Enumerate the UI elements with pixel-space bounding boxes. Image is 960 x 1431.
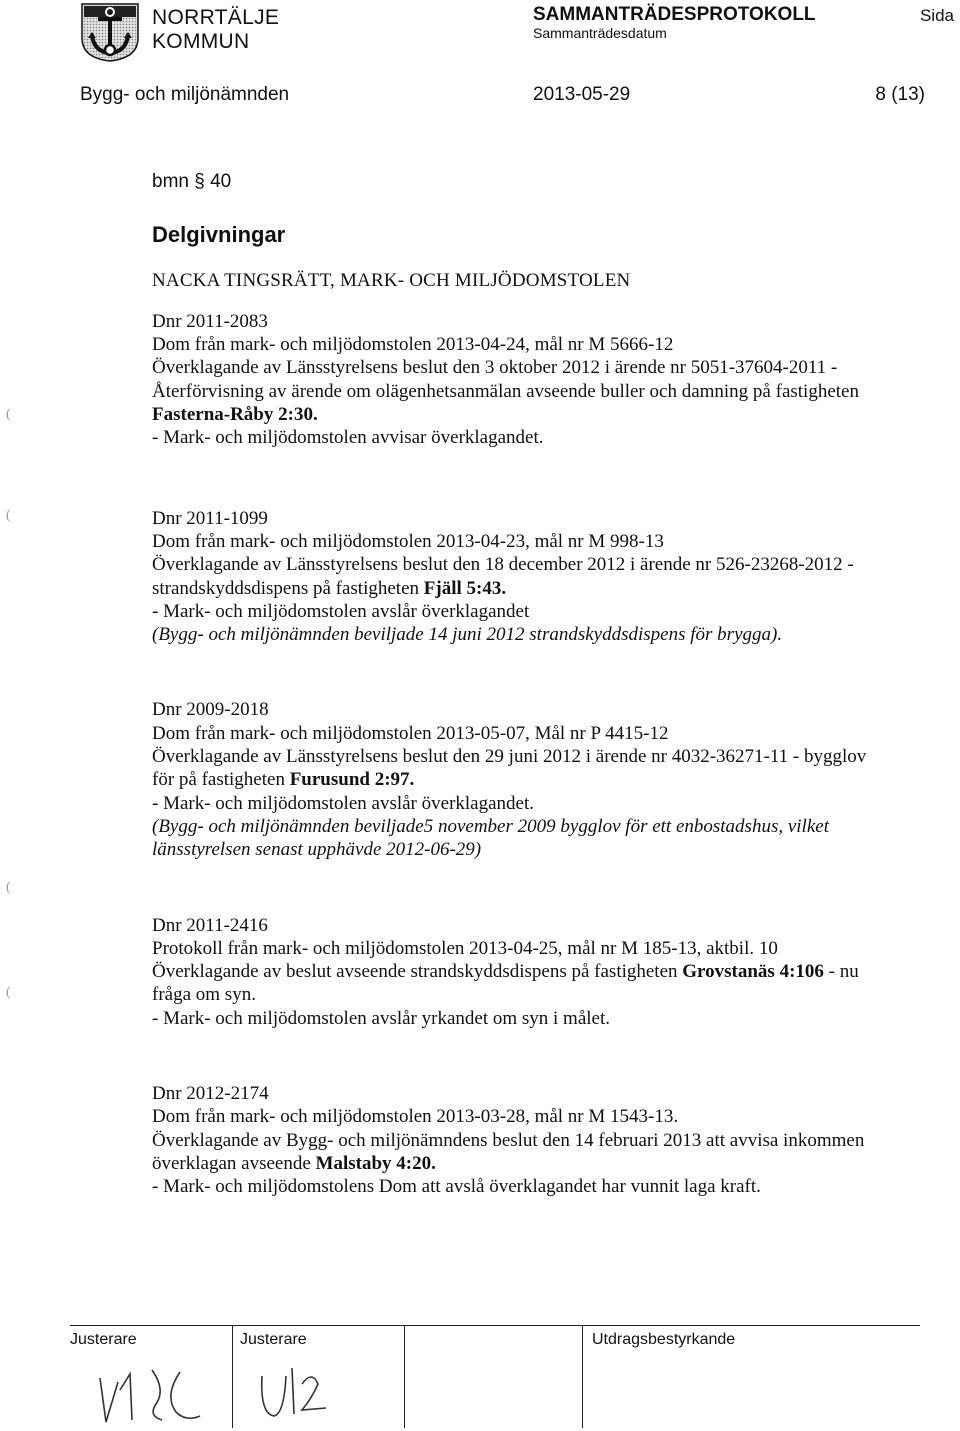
case-outcome: - Mark- och miljödomstolen avslår yrkandet om syn i målet. <box>152 1007 611 1029</box>
scan-margin-mark: ( <box>6 407 11 422</box>
signature-initials-2 <box>256 1362 336 1427</box>
signature-initials-1 <box>96 1360 216 1431</box>
case-decision: Dom från mark- och miljödomstolen 2013-04-24, mål nr M 5666-12 <box>152 334 674 356</box>
paragraph-reference: bmn § 40 <box>152 171 232 192</box>
case-property: Malstaby 4:20. <box>315 1152 436 1174</box>
case-entry <box>152 507 952 647</box>
municipality-logo-icon <box>80 2 140 62</box>
meeting-date: 2013-05-29 <box>533 84 631 105</box>
case-decision: Dom från mark- och miljödomstolen 2013-05-07, Mål nr P 4415-12 <box>152 722 669 744</box>
case-outcome: - Mark- och miljödomstolen avslår överklagandet <box>152 600 530 622</box>
protocol-subtitle: Sammanträdesdatum <box>533 25 667 41</box>
footer-divider <box>404 1325 405 1428</box>
footer-label-justerare-2: Justerare <box>240 1331 307 1348</box>
case-appeal: Överklagande av Länsstyrelsens beslut den 3 oktober 2012 i ärende nr 5051-37604-2011 - <box>152 357 838 379</box>
page-number: 8 (13) <box>875 84 925 105</box>
case-dnr: Dnr 2012-2174 <box>152 1083 269 1105</box>
scan-margin-mark: ( <box>6 880 11 895</box>
case-note: (Bygg- och miljönämnden beviljade 14 juni 2012 strandskyddsdispens för brygga). <box>152 624 783 646</box>
case-appeal-text: Överklagande av beslut avseende strandskyddsdispens på fastigheten <box>152 961 683 983</box>
section-heading: Delgivningar <box>152 222 286 248</box>
case-property: Fjäll 5:43. <box>423 577 507 599</box>
case-appeal-text: strandskyddsdispens på fastigheten <box>152 577 424 599</box>
case-appeal-suffix: - nu <box>823 961 859 983</box>
scan-margin-mark: ( <box>6 508 11 523</box>
organization-name <box>152 6 279 54</box>
case-appeal-continued: Återförvisning av ärende om olägenhetsanmälan avseende buller och damning på fastigheten <box>152 380 859 402</box>
page-label: Sida <box>919 6 954 25</box>
case-appeal-text: överklagan avseende <box>152 1152 316 1174</box>
case-appeal-continued <box>152 1152 952 1175</box>
case-decision: Protokoll från mark- och miljödomstolen 2013-04-25, mål nr M 185-13, aktbil. 10 <box>152 937 778 959</box>
footer-rule <box>70 1325 920 1326</box>
case-appeal-text: för på fastigheten <box>152 769 290 791</box>
protocol-body <box>152 170 952 1199</box>
organization-name-line2: KOMMUN <box>152 30 250 53</box>
case-property: Fasterna-Råby 2:30. <box>152 404 318 426</box>
organization-name-line1: NORRTÄLJE <box>152 6 280 29</box>
case-entry <box>152 310 952 450</box>
case-dnr: Dnr 2011-2416 <box>152 914 268 936</box>
footer-label-justerare-1: Justerare <box>70 1331 137 1348</box>
protocol-title: SAMMANTRÄDESPROTOKOLL <box>533 4 816 25</box>
case-note-continued: länsstyrelsen senast upphävde 2012-06-29) <box>152 839 482 861</box>
case-entry <box>152 698 952 861</box>
scan-margin-mark: ( <box>6 985 11 1000</box>
footer-label-utdragsbestyrkande: Utdragsbestyrkande <box>592 1331 736 1348</box>
case-appeal-continued <box>152 768 952 791</box>
case-property: Grovstanäs 4:106 <box>682 961 824 983</box>
case-entry <box>152 914 952 1030</box>
case-appeal: Överklagande av Bygg- och miljönämndens beslut den 14 februari 2013 att avvisa inkommen <box>152 1129 865 1151</box>
case-appeal-continued: fråga om syn. <box>152 984 256 1006</box>
case-dnr: Dnr 2009-2018 <box>152 699 269 721</box>
case-decision: Dom från mark- och miljödomstolen 2013-03-28, mål nr M 1543-13. <box>152 1106 679 1128</box>
case-dnr: Dnr 2011-1099 <box>152 507 268 529</box>
case-dnr: Dnr 2011-2083 <box>152 310 268 332</box>
case-appeal: Överklagande av Länsstyrelsens beslut den 29 juni 2012 i ärende nr 4032-36271-11 - bygglov <box>152 746 867 768</box>
case-note: (Bygg- och miljönämnden beviljade5 november 2009 bygglov för ett enbostadshus, vilket <box>152 815 829 837</box>
case-outcome: - Mark- och miljödomstolens Dom att avslå överklagandet har vunnit laga kraft. <box>152 1176 761 1198</box>
footer-divider <box>232 1325 233 1428</box>
court-name: NACKA TINGSRÄTT, MARK- OCH MILJÖDOMSTOLEN <box>152 269 631 291</box>
case-outcome: - Mark- och miljödomstolen avslår överklagandet. <box>152 792 535 814</box>
case-decision: Dom från mark- och miljödomstolen 2013-04-23, mål nr M 998-13 <box>152 530 664 552</box>
case-outcome: - Mark- och miljödomstolen avvisar överklagandet. <box>152 427 544 449</box>
case-entry <box>152 1082 952 1198</box>
footer-divider <box>582 1325 583 1428</box>
department-name: Bygg- och miljönämnden <box>80 84 290 105</box>
case-appeal-continued <box>152 577 952 600</box>
case-appeal <box>152 960 952 983</box>
case-property: Furusund 2:97. <box>289 769 415 791</box>
case-appeal: Överklagande av Länsstyrelsens beslut den 18 december 2012 i ärende nr 526-23268-2012 - <box>152 554 854 576</box>
